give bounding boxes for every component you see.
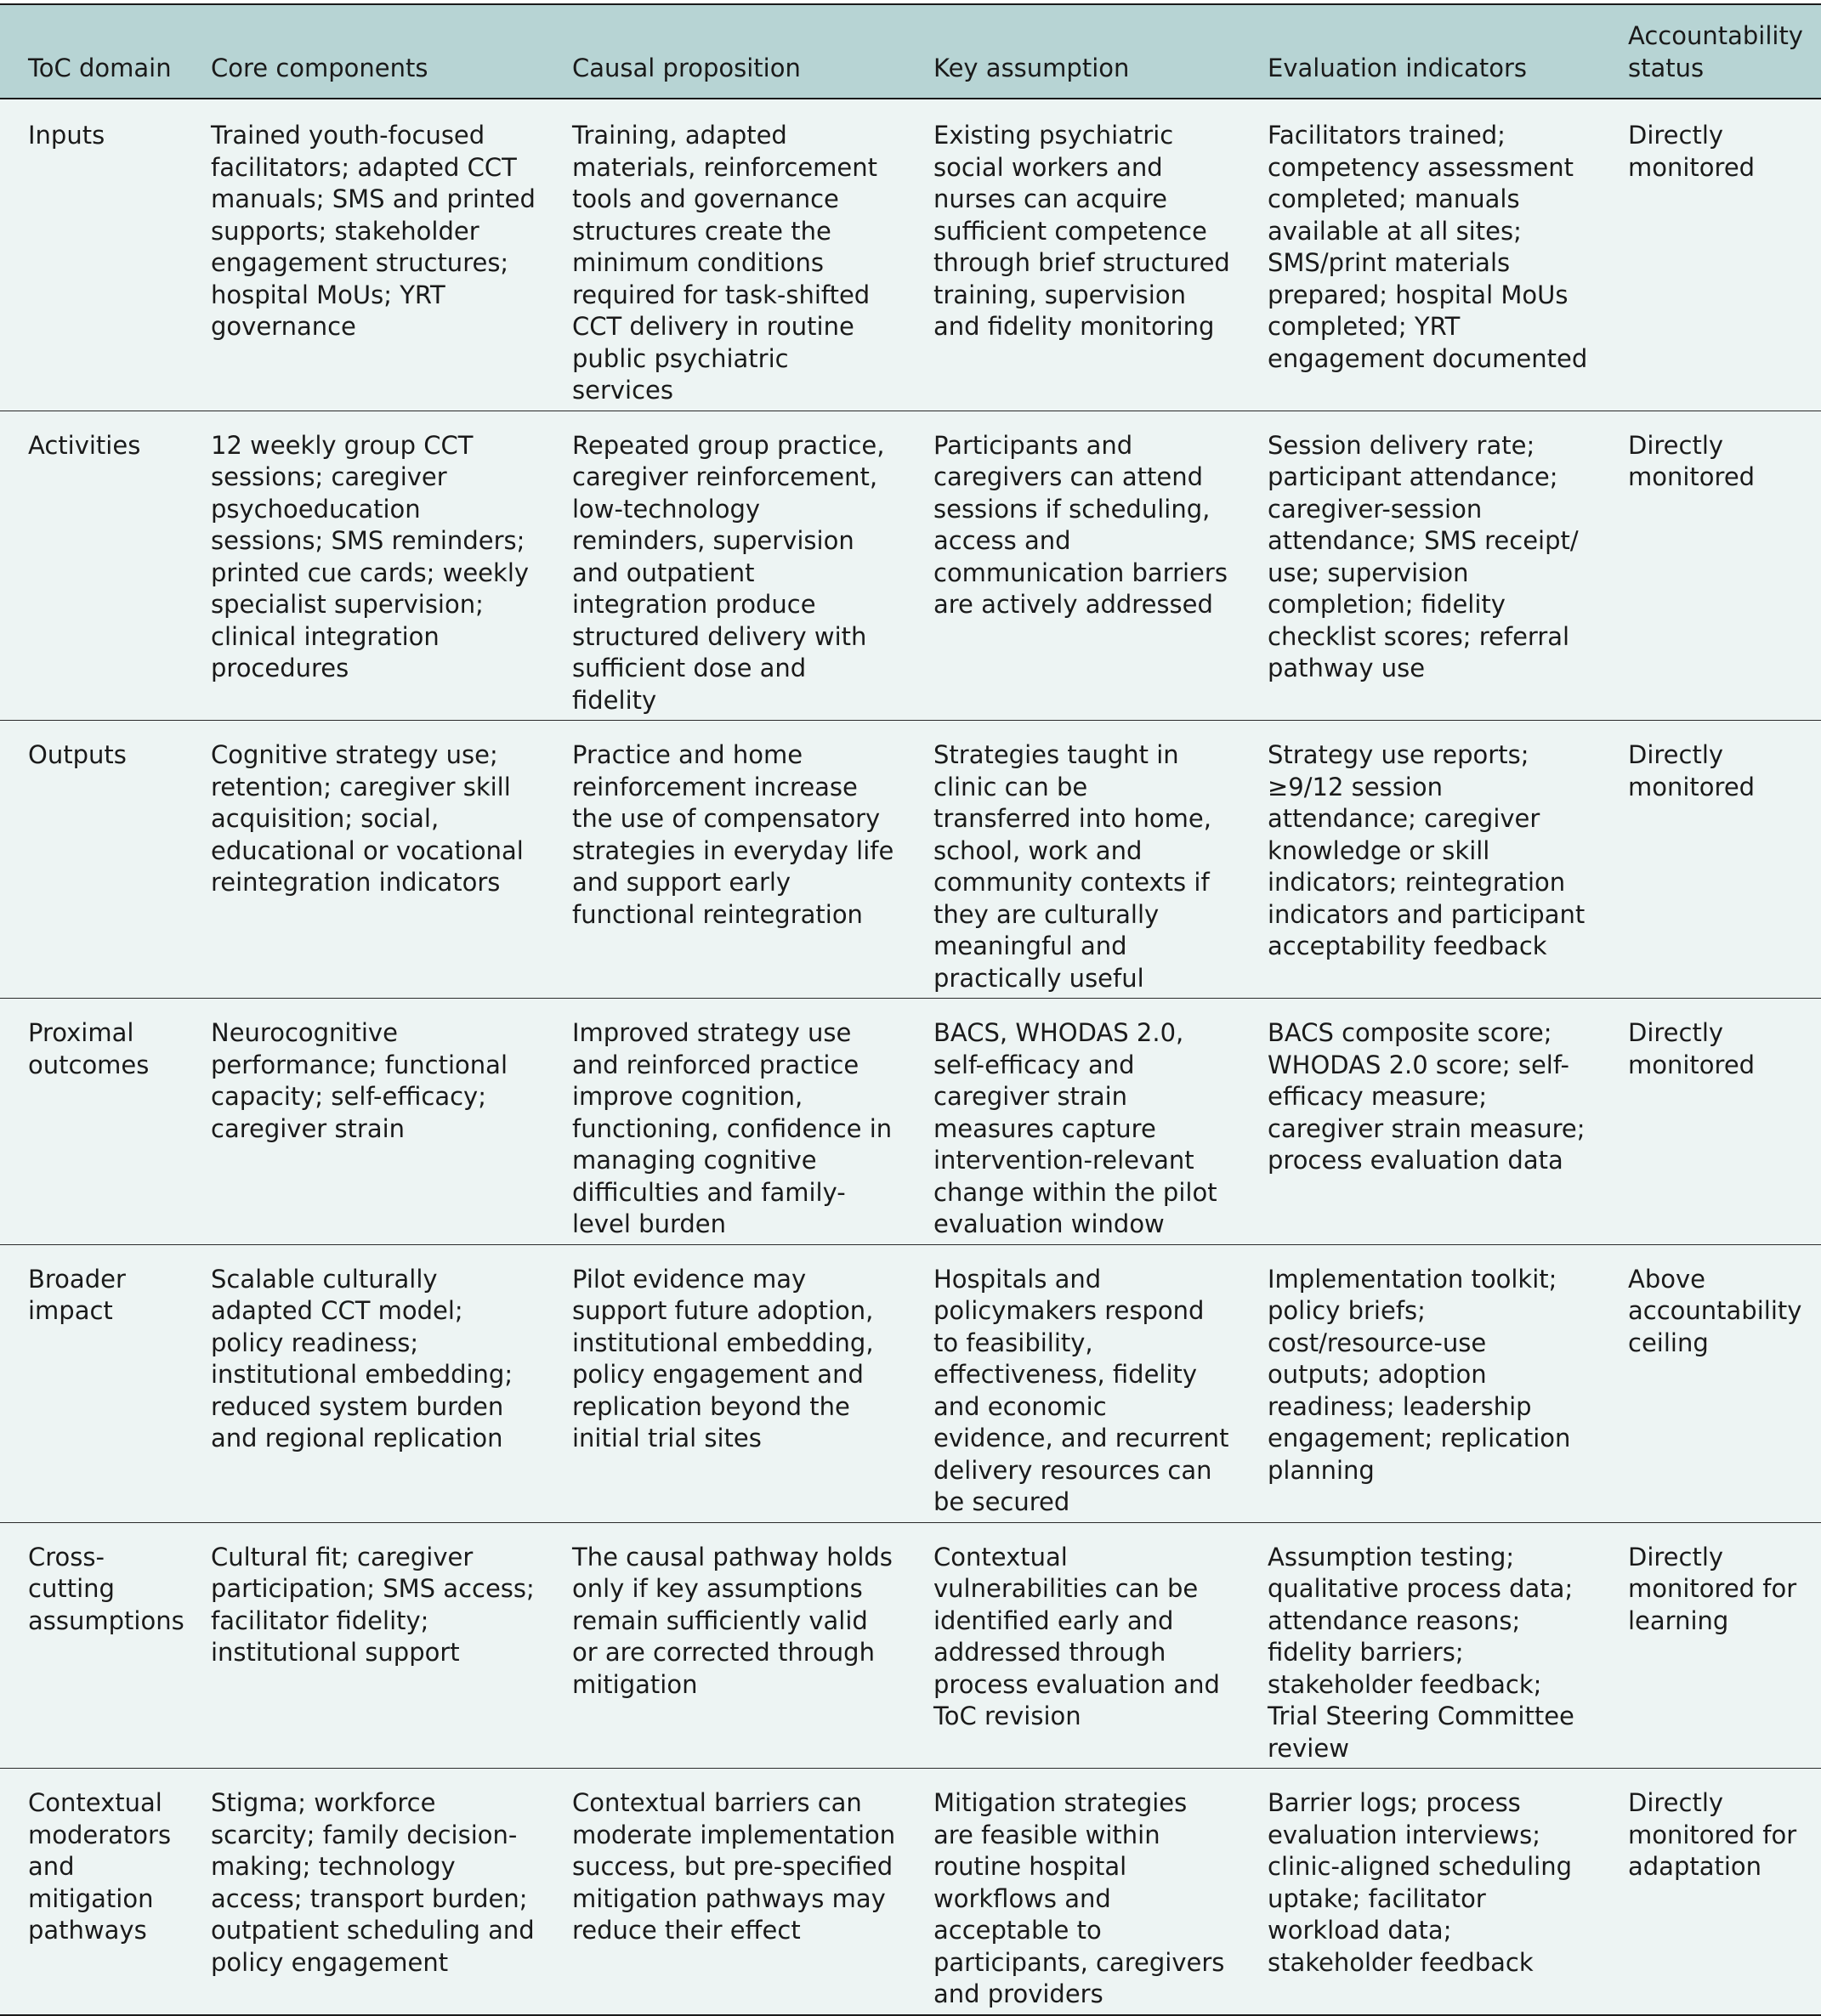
cell-key-assumption: Hospitals and policymakers respond to feasibility, effectiveness, fidelity and economic evidence, and recurrent delivery resources can be secured	[933, 1264, 1229, 1516]
table-row	[0, 721, 1821, 999]
cell-accountability-status: Directly monitored	[1628, 1018, 1756, 1079]
cell-key-assumption: Mitigation strategies are feasible within routine hospital workflows and acceptable to participants, caregivers and providers	[933, 1788, 1225, 2008]
cell-accountability-status: Directly monitored	[1628, 121, 1756, 182]
header-key-assumption: Key assumption	[905, 4, 1240, 99]
cell-accountability-status: Directly monitored for adaptation	[1628, 1788, 1797, 1881]
cell-accountability-status: Directly monitored for learning	[1628, 1542, 1797, 1635]
cell-accountability-status: Directly monitored	[1628, 430, 1756, 491]
cell-accountability-status: Directly monitored	[1628, 740, 1756, 801]
cell-evaluation-indicators: Assumption testing; qualitative process data; attendance reasons; fidelity barriers; stakeholder feedback; Trial Steering Committee review	[1268, 1542, 1574, 1763]
cell-causal-proposition: Training, adapted materials, reinforcement tools and governance structures create the minimum conditions required for task-shifted CCT delivery in routine public psychiatric services	[572, 121, 878, 405]
table-row	[0, 999, 1821, 1245]
header-core-components: Core components	[183, 4, 544, 99]
cell-key-assumption: Participants and caregivers can attend sessions if scheduling, access and communication barriers are actively addressed	[933, 430, 1228, 619]
cell-toc-domain: Contextual moderators and mitigation pathways	[28, 1788, 172, 1945]
cell-toc-domain: Outputs	[28, 740, 127, 769]
cell-core-components: Neurocognitive performance; functional capacity; self-efficacy; caregiver strain	[211, 1018, 508, 1143]
cell-toc-domain: Broader impact	[28, 1264, 126, 1325]
cell-core-components: Trained youth-focused facilitators; adapted CCT manuals; SMS and printed supports; stakeholder engagement structures; hospital MoUs; YRT governance	[211, 121, 536, 341]
cell-key-assumption: Contextual vulnerabilities can be identified early and addressed through process evaluation and ToC revision	[933, 1542, 1220, 1730]
toc-table-container	[0, 3, 1821, 2016]
table-row	[0, 1522, 1821, 1769]
cell-core-components: Stigma; workforce scarcity; family decision-making; technology access; transport burden; outpatient scheduling and policy engagement	[211, 1788, 535, 1977]
cell-evaluation-indicators: Facilitators trained; competency assessment completed; manuals available at all sites; SMS/print materials prepared; hospital MoUs completed; YRT engagement documented	[1268, 121, 1588, 373]
cell-core-components: Scalable culturally adapted CCT model; policy readiness; institutional embedding; reduced system burden and regional replication	[211, 1264, 513, 1453]
cell-evaluation-indicators: Implementation toolkit; policy briefs; cost/resource-use outputs; adoption readiness; leadership engagement; replication planning	[1268, 1264, 1571, 1485]
cell-causal-proposition: The causal pathway holds only if key assumptions remain sufficiently valid or are corrected through mitigation	[572, 1542, 893, 1699]
table-row	[0, 1769, 1821, 2015]
cell-evaluation-indicators: Barrier logs; process evaluation interviews; clinic-aligned scheduling uptake; facilitator workload data; stakeholder feedback	[1268, 1788, 1573, 1977]
cell-key-assumption: BACS, WHODAS 2.0, self-efficacy and caregiver strain measures capture intervention-relevant change within the pilot evaluation window	[933, 1018, 1217, 1238]
cell-key-assumption: Existing psychiatric social workers and nurses can acquire sufficient competence through brief structured training, supervision and fidelity monitoring	[933, 121, 1230, 341]
cell-evaluation-indicators: Strategy use reports; ≥9/12 session attendance; caregiver knowledge or skill indicators; reintegration indicators and participant acceptability feedback	[1268, 740, 1586, 960]
table-row	[0, 99, 1821, 411]
cell-core-components: 12 weekly group CCT sessions; caregiver psychoeducation sessions; SMS reminders; printed cue cards; weekly specialist supervision; clinical integration procedures	[211, 430, 530, 682]
cell-causal-proposition: Pilot evidence may support future adoption, institutional embedding, policy engagement and replication beyond the initial trial sites	[572, 1264, 874, 1453]
cell-toc-domain: Cross-cutting assumptions	[28, 1542, 184, 1635]
table-header	[0, 4, 1821, 99]
cell-toc-domain: Activities	[28, 430, 141, 460]
table-row	[0, 1244, 1821, 1522]
header-evaluation-indicators: Evaluation indicators	[1240, 4, 1600, 99]
header-toc-domain: ToC domain	[0, 4, 183, 99]
cell-causal-proposition: Practice and home reinforcement increase the use of compensatory strategies in everyday life and support early functional reintegration	[572, 740, 894, 929]
table-body	[0, 99, 1821, 2015]
cell-core-components: Cultural fit; caregiver participation; SMS access; facilitator fidelity; institutional support	[211, 1542, 535, 1667]
cell-evaluation-indicators: BACS composite score; WHODAS 2.0 score; self-efficacy measure; caregiver strain measure; process evaluation data	[1268, 1018, 1586, 1175]
cell-core-components: Cognitive strategy use; retention; caregiver skill acquisition; social, educational or vocational reintegration indicators	[211, 740, 524, 897]
cell-causal-proposition: Repeated group practice, caregiver reinforcement, low-technology reminders, supervision and outpatient integration produce structured delivery with sufficient dose and fidelity	[572, 430, 885, 715]
cell-toc-domain: Inputs	[28, 121, 105, 150]
header-accountability-status: Accountability status	[1600, 4, 1821, 99]
header-causal-proposition: Causal proposition	[544, 4, 905, 99]
cell-accountability-status: Above accountability ceiling	[1628, 1264, 1802, 1357]
cell-key-assumption: Strategies taught in clinic can be transferred into home, school, work and community contexts if they are culturally meaningful and practically useful	[933, 740, 1211, 993]
toc-table	[0, 3, 1821, 2016]
cell-causal-proposition: Improved strategy use and reinforced practice improve cognition, functioning, confidence in managing cognitive difficulties and family-level burden	[572, 1018, 893, 1238]
cell-evaluation-indicators: Session delivery rate; participant attendance; caregiver-session attendance; SMS receipt/ use; supervision completion; fidelity checklist scores; referral pathway use	[1268, 430, 1579, 682]
table-row	[0, 411, 1821, 721]
cell-causal-proposition: Contextual barriers can moderate implementation success, but pre-specified mitigation pathways may reduce their effect	[572, 1788, 896, 1945]
cell-toc-domain: Proximal outcomes	[28, 1018, 150, 1079]
header-row	[0, 4, 1821, 99]
